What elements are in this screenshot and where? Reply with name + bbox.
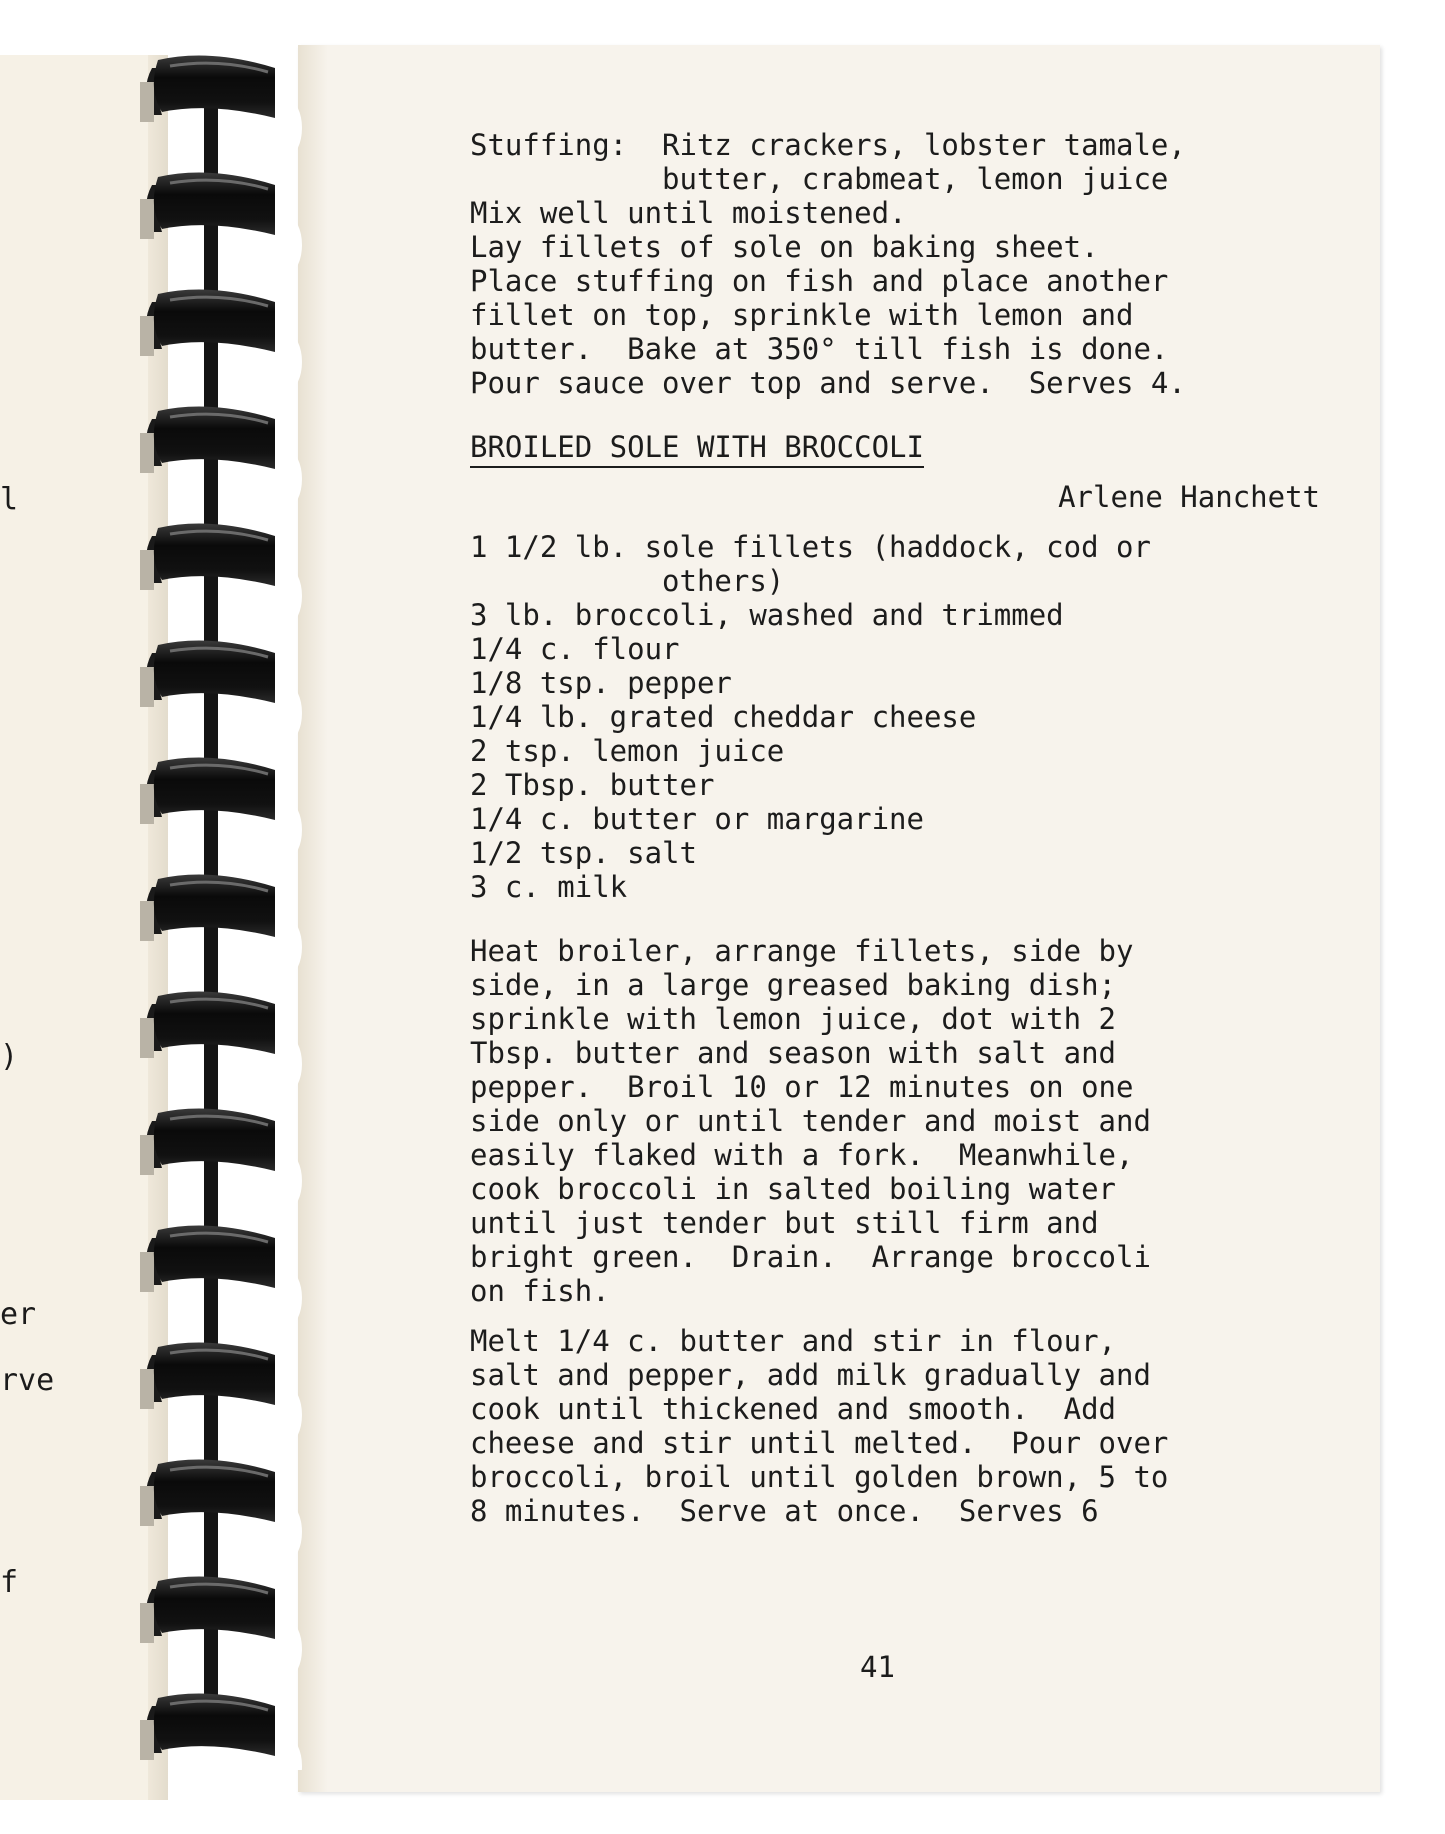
direction-line: side, in a large greased baking dish; [470, 968, 1117, 1002]
stuffing-line: fillet on top, sprinkle with lemon and [470, 298, 1134, 332]
stuffing-line: butter. Bake at 350° till fish is done. [470, 332, 1169, 366]
recipe-title: BROILED SOLE WITH BROCCOLI [470, 430, 924, 468]
direction-line: 8 minutes. Serve at once. Serves 6 [470, 1494, 1099, 1528]
direction-line: broccoli, broil until golden brown, 5 to [470, 1460, 1169, 1494]
direction-line: side only or until tender and moist and [470, 1104, 1151, 1138]
ingredient-item: 1 1/2 lb. sole fillets (haddock, cod or [470, 530, 1151, 564]
directions-paragraph-1 [470, 934, 1350, 1308]
ingredient-item: 2 tsp. lemon juice [470, 734, 785, 768]
left-page-fragment-2: ) [0, 1039, 19, 1074]
left-page-fragment-4: rve [0, 1363, 55, 1398]
stuffing-line: butter, crabmeat, lemon juice [470, 162, 1169, 196]
left-page-fragment-3: er [0, 1297, 37, 1332]
direction-line: cheese and stir until melted. Pour over [470, 1426, 1169, 1460]
ingredient-item: 1/8 tsp. pepper [470, 666, 732, 700]
stuffing-line: Mix well until moistened. [470, 196, 907, 230]
direction-line: sprinkle with lemon juice, dot with 2 [470, 1002, 1117, 1036]
direction-line: salt and pepper, add milk gradually and [470, 1358, 1151, 1392]
page-number: 41 [860, 1650, 895, 1684]
direction-line: cook broccoli in salted boiling water [470, 1172, 1117, 1206]
left-page-fragment-5: f [0, 1565, 19, 1600]
direction-line: on fish. [470, 1274, 610, 1308]
ingredient-item: others) [470, 564, 785, 598]
stuffing-line: Stuffing: Ritz crackers, lobster tamale, [470, 128, 1186, 162]
ingredients-list [470, 530, 1350, 904]
recipe-page-content [470, 128, 1350, 1528]
stuffing-line: Place stuffing on fish and place another [470, 264, 1169, 298]
ingredient-item: 3 lb. broccoli, washed and trimmed [470, 598, 1064, 632]
ingredient-item: 1/2 tsp. salt [470, 836, 697, 870]
stuffing-section [470, 128, 1350, 400]
ingredient-item: 1/4 c. flour [470, 632, 680, 666]
spiral-binding-icon [140, 40, 340, 1770]
ingredient-item: 2 Tbsp. butter [470, 768, 715, 802]
direction-line: easily flaked with a fork. Meanwhile, [470, 1138, 1134, 1172]
ingredient-item: 1/4 lb. grated cheddar cheese [470, 700, 977, 734]
left-page-fragment-1: l [0, 482, 19, 517]
recipe-author: Arlene Hanchett [1058, 480, 1320, 514]
direction-line: Heat broiler, arrange fillets, side by [470, 934, 1134, 968]
stuffing-line: Pour sauce over top and serve. Serves 4. [470, 366, 1186, 400]
direction-line: pepper. Broil 10 or 12 minutes on one [470, 1070, 1134, 1104]
ingredient-item: 1/4 c. butter or margarine [470, 802, 924, 836]
direction-line: Melt 1/4 c. butter and stir in flour, [470, 1324, 1117, 1358]
ingredient-item: 3 c. milk [470, 870, 628, 904]
stuffing-line: Lay fillets of sole on baking sheet. [470, 230, 1099, 264]
direction-line: bright green. Drain. Arrange broccoli [470, 1240, 1151, 1274]
direction-line: Tbsp. butter and season with salt and [470, 1036, 1117, 1070]
directions-paragraph-2 [470, 1324, 1350, 1528]
direction-line: until just tender but still firm and [470, 1206, 1099, 1240]
direction-line: cook until thickened and smooth. Add [470, 1392, 1117, 1426]
